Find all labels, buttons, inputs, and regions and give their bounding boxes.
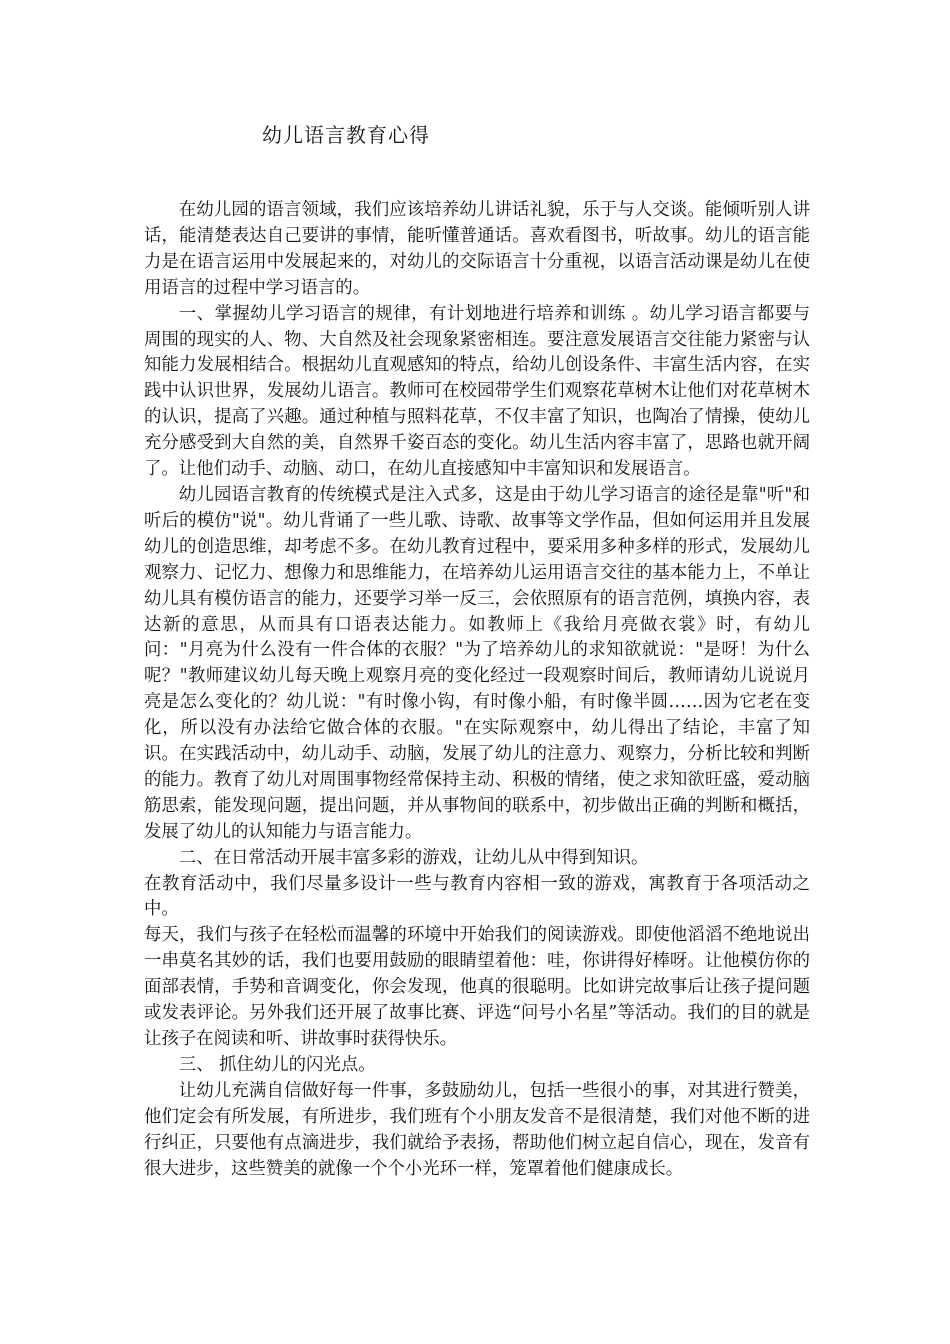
document-body bbox=[144, 198, 810, 1182]
paragraph-traditional-mode: 幼儿园语言教育的传统模式是注入式多，这是由于幼儿学习语言的途径是靠"听"和听后的模仿"说"。幼儿背诵了一些儿歌、诗歌、故事等文学作品，但如何运用并且发展幼儿的创造思维，却考虑不多。在幼儿教育过程中，要采用多种多样的形式，发展幼儿观察力、记忆力、想像力和思维能力，在培养幼儿运用语言交往的基本能力上，不单让幼儿具有模仿语言的能力，还要学习举一反三，会依照原有的语言范例，填换内容，表达新的意思，从而具有口语表达能力。如教师上《我给月亮做衣裳》时，有幼儿问："月亮为什么没有一件合体的衣服？"为了培养幼儿的求知欲就说："是呀！为什么呢？"教师建议幼儿每天晚上观察月亮的变化经过一段观察时间后，教师请幼儿说说月亮是怎么变化的？幼儿说："有时像小钩，有时像小船，有时像半圆……因为它老在变化，所以没有办法给它做合体的衣服。"在实际观察中，幼儿得出了结论，丰富了知识。在实践活动中，幼儿动手、动脑，发展了幼儿的注意力、观察力，分析比较和判断的能力。教育了幼儿对周围事物经常保持主动、积极的情绪，使之求知欲旺盛，爱动脑筋思索，能发现问题，提出问题，并从事物间的联系中，初步做出正确的判断和概括，发展了幼儿的认知能力与语言能力。 bbox=[144, 484, 810, 842]
paragraph-praise: 让幼儿充满自信做好每一件事，多鼓励幼儿，包括一些很小的事，对其进行赞美，他们定会有所发展，有所进步，我们班有个小朋友发音不是很清楚，我们对他不断的进行纠正，只要他有点滴进步，我们就给予表扬，帮助他们树立起自信心，现在，发音有很大进步，这些赞美的就像一个个小光环一样，笼罩着他们健康成长。 bbox=[144, 1080, 810, 1179]
paragraph-section-three-heading: 三、 抓住幼儿的闪光点。 bbox=[178, 1054, 376, 1075]
paragraph-section-two-heading: 二、在日常活动开展丰富多彩的游戏，让幼儿从中得到知识。 bbox=[178, 847, 649, 868]
paragraph-section-one: 一、掌握幼儿学习语言的规律，有计划地进行培养和训练 。幼儿学习语言都要与周围的现实的人、物、大自然及社会现象紧密相连。要注意发展语言交往能力紧密与认知能力发展相结合。根据幼儿直观感知的特点，给幼儿创设条件、丰富生活内容，在实践中认识世界，发展幼儿语言。教师可在校园带学生们观察花草树木让他们对花草树木的认识，提高了兴趣。通过种植与照料花草，不仅丰富了知识，也陶冶了情操，使幼儿充分感受到大自然的美，自然界千姿百态的变化。幼儿生活内容丰富了，思路也就开阔了。让他们动手、动脑、动口，在幼儿直接感知中丰富知识和发展语言。 bbox=[144, 303, 810, 480]
paragraph-reading-games: 每天，我们与孩子在轻松而温馨的环境中开始我们的阅读游戏。即使他滔滔不绝地说出一串莫名其妙的话，我们也要用鼓励的眼睛望着他：哇，你讲得好棒呀。让他模仿你的面部表情，手势和音调变化，你会发现，他真的很聪明。比如讲完故事后让孩子提问题或发表评论。另外我们还开展了故事比赛、评选“问号小名星”等活动。我们的目的就是让孩子在阅读和听、讲故事时获得快乐。 bbox=[144, 925, 810, 1049]
paragraph-intro: 在幼儿园的语言领域，我们应该培养幼儿讲话礼貌，乐于与人交谈。能倾听别人讲话，能清楚表达自己要讲的事情，能听懂普通话。喜欢看图书，听故事。幼儿的语言能力是在语言运用中发展起来的，对幼儿的交际语言十分重视，以语言活动课是幼儿在使用语言的过程中学习语言的。 bbox=[144, 200, 810, 298]
paragraph-games: 在教育活动中，我们尽量多设计一些与教育内容相一致的游戏，寓教育于各项活动之中。 bbox=[144, 873, 810, 920]
document-title: 幼儿语言教育心得 bbox=[262, 123, 430, 147]
